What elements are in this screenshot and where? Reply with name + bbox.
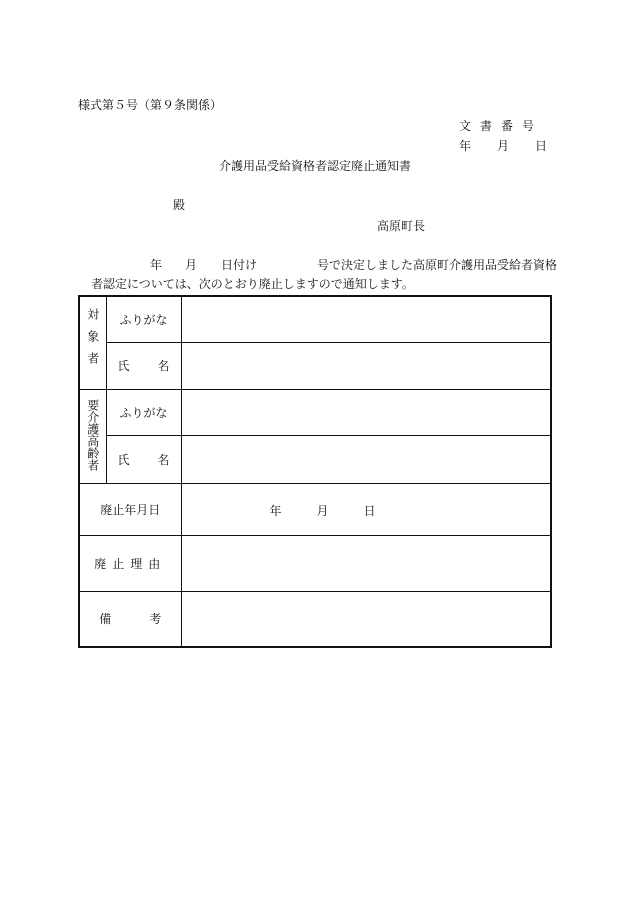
abolition-date-month: 月: [316, 504, 329, 518]
subject-furigana-field[interactable]: [181, 296, 551, 342]
elderly-furigana-label: ふりがな: [106, 389, 181, 435]
body-month: 月: [185, 258, 198, 272]
document-title: 介護用品受給資格者認定廃止通知書: [218, 159, 411, 173]
issue-date-month: 月: [497, 139, 510, 153]
body-line-1-rest: 号で決定しました高原町介護用品受給者資格: [317, 258, 558, 272]
body-line-2: 者認定については、次のとおり廃止しますので通知します。: [91, 277, 414, 291]
abolition-reason-label: 廃止理由: [79, 535, 181, 591]
abolition-date-day: 日: [363, 504, 376, 518]
abolition-date-field[interactable]: [181, 483, 551, 535]
document-number-label: 文書番号: [459, 119, 544, 133]
elderly-group-label: 要介護高齢者: [79, 389, 106, 483]
recipient-suffix: 殿: [173, 198, 186, 212]
subject-furigana-label: ふりがな: [106, 296, 181, 342]
abolition-date-label: 廃止年月日: [79, 483, 181, 535]
body-year: 年: [150, 258, 163, 272]
issue-date-line: [459, 139, 547, 153]
abolition-reason-field[interactable]: [181, 535, 551, 591]
subject-name-field[interactable]: [181, 342, 551, 389]
issue-date-year: 年: [459, 139, 472, 153]
elderly-name-field[interactable]: [181, 435, 551, 483]
elderly-furigana-field[interactable]: [181, 389, 551, 435]
issuer-name: 高原町長: [377, 219, 426, 233]
body-line-1: [150, 258, 558, 272]
body-day-dated: 日付け: [221, 258, 258, 272]
elderly-name-label: 氏 名: [106, 435, 181, 483]
abolition-date-year: 年: [269, 504, 282, 518]
abolition-form-table: [78, 295, 552, 648]
subject-group-label: 対象者: [79, 296, 106, 389]
form-number: 様式第５号（第９条関係）: [78, 98, 223, 112]
remarks-label: 備 考: [79, 591, 181, 647]
remarks-field[interactable]: [181, 591, 551, 647]
subject-name-label: 氏 名: [106, 342, 181, 389]
issue-date-day: 日: [535, 139, 548, 153]
